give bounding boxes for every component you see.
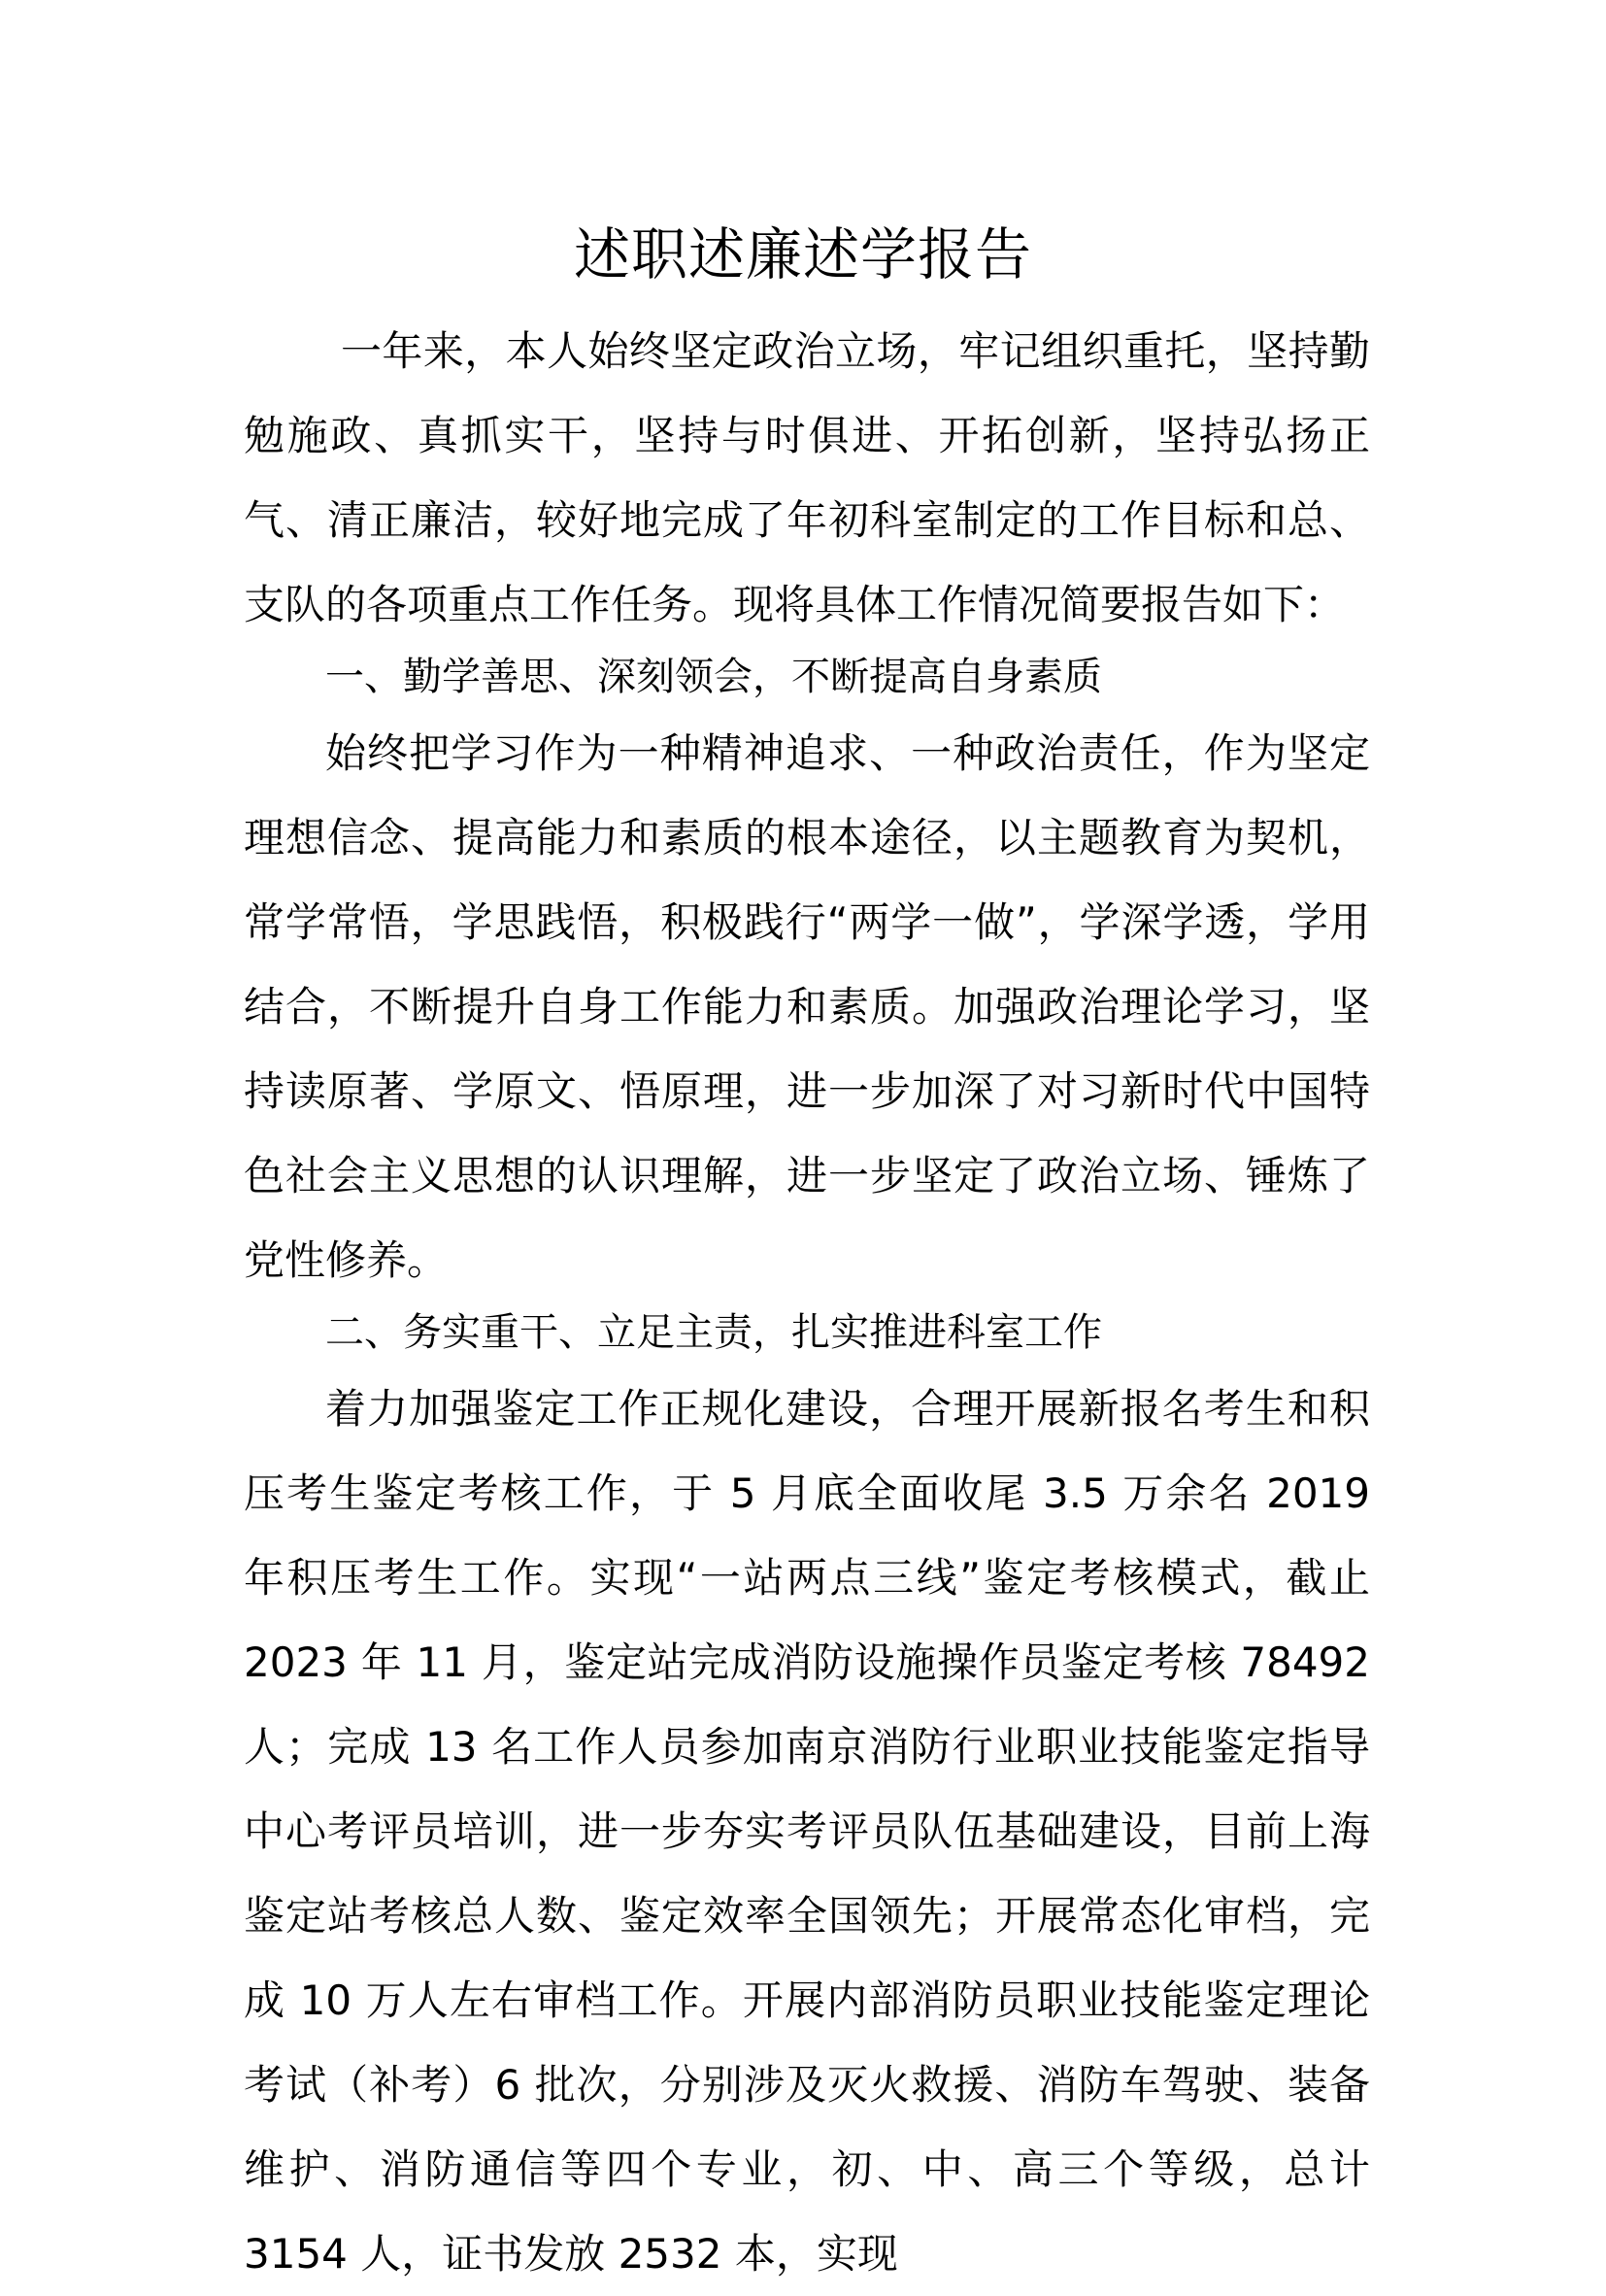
section-2-heading: 二、务实重干、立足主责，扎实推进科室工作 — [325, 1310, 1102, 1355]
section-1-heading: 一、勤学善思、深刻领会，不断提高自身素质 — [325, 655, 1102, 699]
section-2-paragraph: 着力加强鉴定工作正规化建设，合理开展新报名考生和积压考生鉴定考核工作，于 5 月底全面收尾 3.5 万余名 2019 年积压考生工作。实现“一站两点三线”鉴定考核模式，截止 2023 年 11 月，鉴定站完成消防设施操作员鉴定考核 78492 人；完成 13 名工作人员参加南京消防行业职业技能鉴定指导中心考评员培训，进一步夯实考评员队伍基础建设，目前上海鉴定站考核总人数、鉴定效率全国领先；开展常态化审档，完成 10 万人左右审档工作。开展内部消防员职业技能鉴定理论考试（补考）6 批次，分别涉及灭火救援、消防车驾驶、装备维护、消防通信等四个专业，初、中、高三个等级，总计 3154 人，证书发放 2532 本，实现 — [244, 1385, 1370, 2278]
document-title: 述职述廉述学报告 — [573, 221, 1032, 287]
section-1-paragraph: 始终把学习作为一种精神追求、一种政治责任，作为坚定理想信念、提高能力和素质的根本途径，以主题教育为契机，常学常悟，学思践悟，积极践行“两学一做”，学深学透，学用结合，不断提升自身工作能力和素质。加强政治理论学习，坚持读原著、学原文、悟原理，进一步加深了对习新时代中国特色社会主义思想的认识理解，进一步坚定了政治立场、锤炼了党性修养。 — [244, 729, 1370, 1284]
document-body — [244, 309, 1370, 2296]
intro-paragraph: 一年来，本人始终坚定政治立场，牢记组织重托，坚持勤勉施政、真抓实干，坚持与时俱进、开拓创新，坚持弘扬正气、清正廉洁，较好地完成了年初科室制定的工作目标和总、支队的各项重点工作任务。现将具体工作情况简要报告如下： — [244, 327, 1370, 628]
